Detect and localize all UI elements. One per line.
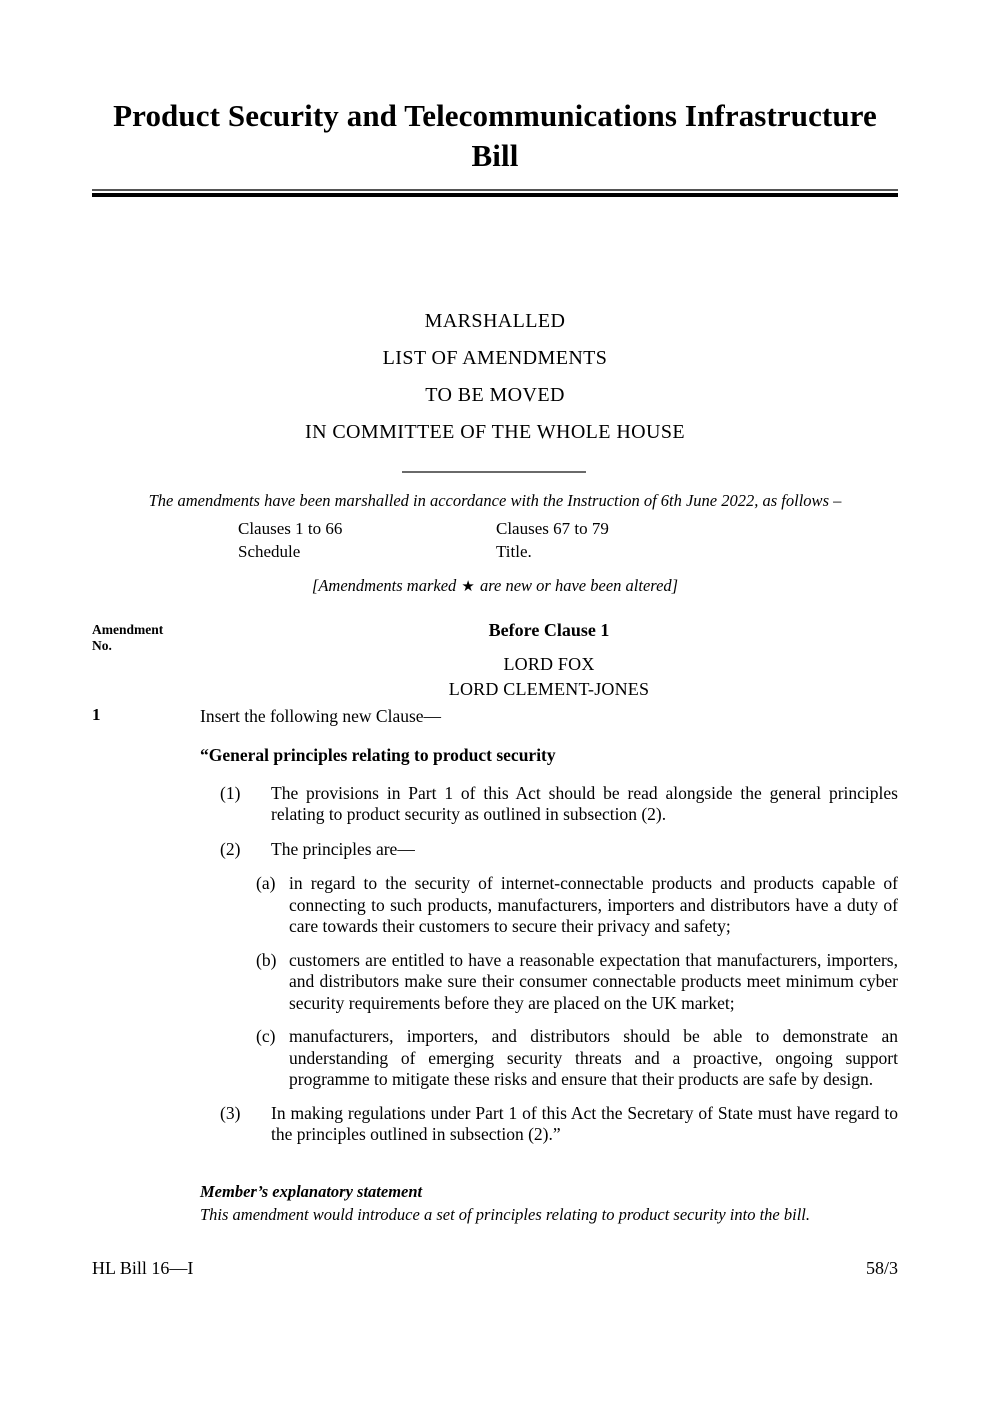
clause-range-item: Clauses 1 to 66 [238, 519, 343, 539]
explanatory-statement-title: Member’s explanatory statement [200, 1182, 423, 1201]
note-text-after-star: are new or have been altered [475, 576, 672, 595]
title-rule-thick [92, 193, 898, 197]
sponsor-name: LORD FOX [503, 654, 595, 674]
heading-in-committee: IN COMMITTEE OF THE WHOLE HOUSE [305, 421, 685, 443]
heading-marshalled: MARSHALLED [424, 310, 566, 332]
subsection-text: In making regulations under Part 1 of this Act the Secretary of State must have regard to the principles outlined in subsection (2).” [271, 1102, 898, 1145]
paragraph-item [256, 1026, 898, 1091]
footer-page-number: 58/3 [865, 1258, 898, 1278]
clause-range-item: Title. [496, 542, 532, 562]
subsection-marker: (3) [220, 1102, 241, 1123]
paragraph-marker: (c) [256, 1026, 276, 1047]
paragraph-marker: (a) [256, 873, 276, 894]
explanatory-statement [200, 1180, 898, 1226]
clause-range-item: Schedule [238, 542, 301, 562]
starred-amendments-note [92, 576, 898, 596]
note-text-before-star: Amendments marked [318, 576, 461, 595]
subsection-list [200, 783, 898, 1146]
amendment-body [200, 703, 898, 1146]
amendment-number: 1 [92, 705, 101, 724]
title-rule-group [92, 189, 898, 197]
title-block [92, 96, 898, 197]
paragraph-marker: (b) [256, 949, 277, 970]
footer-bill-reference: HL Bill 16—I [92, 1258, 194, 1278]
note-open-bracket: [ [311, 576, 319, 595]
amendment-no-column-label: Amendment No. [92, 622, 164, 653]
page-title: Product Security and Telecommunications Infrastructure Bill [113, 98, 877, 173]
paragraph-item [256, 873, 898, 938]
heading-to-be-moved: TO BE MOVED [425, 384, 565, 406]
instruction-text: The amendments have been marshalled in accordance with the Instruction of 6th June 2022, as follows – [148, 491, 842, 510]
subsection-marker: (2) [220, 838, 241, 859]
subsection-text: The principles are— [271, 838, 415, 859]
paragraph-text: manufacturers, importers, and distributors should be able to demonstrate an understanding of emerging security threats and a proactive, ongoing support programme to mitigate these risks and ensure that their products are safe by design. [289, 1026, 898, 1090]
clause-heading: Before Clause 1 [488, 620, 610, 640]
instruction-block [92, 490, 898, 563]
paragraph-text: in regard to the security of internet-connectable products and products capable of connecting to such products, manufacturers, importers and distributors have a duty of care towards their customers to secure their privacy and safety; [289, 873, 898, 937]
subsection-item [220, 839, 898, 861]
amendment-block [92, 703, 898, 1146]
sponsor-name: LORD CLEMENT-JONES [448, 679, 650, 699]
subsection-text: The provisions in Part 1 of this Act should be read alongside the general principles relating to product security as outlined in subsection (2). [271, 782, 898, 825]
star-icon: ★ [461, 578, 475, 595]
clause-range-column-left [238, 517, 342, 563]
new-clause-title: “General principles relating to product security [200, 745, 556, 766]
subsection-item [220, 783, 898, 826]
heading-list-of-amendments: LIST OF AMENDMENTS [382, 347, 608, 369]
subsection-marker: (1) [220, 782, 241, 803]
paragraph-list [200, 873, 898, 1091]
heading-stack [92, 303, 898, 451]
note-close-bracket: ] [671, 576, 679, 595]
page-footer [92, 1258, 898, 1279]
clause-range-item: Clauses 67 to 79 [496, 519, 609, 539]
subsection-item [220, 1103, 898, 1146]
sponsor-list [200, 652, 898, 702]
paragraph-text: customers are entitled to have a reasonable expectation that manufacturers, importers, and distributors make sure their consumer connectable products meet minimum cyber security requirements before they are placed on the UK market; [289, 949, 898, 1013]
amendment-lead-in: Insert the following new Clause— [200, 706, 442, 726]
paragraph-item [256, 950, 898, 1015]
clause-range-table [92, 517, 898, 563]
clause-range-column-right [496, 517, 609, 563]
section-divider [402, 471, 586, 473]
explanatory-statement-text: This amendment would introduce a set of principles relating to product security into the bill. [200, 1205, 810, 1225]
